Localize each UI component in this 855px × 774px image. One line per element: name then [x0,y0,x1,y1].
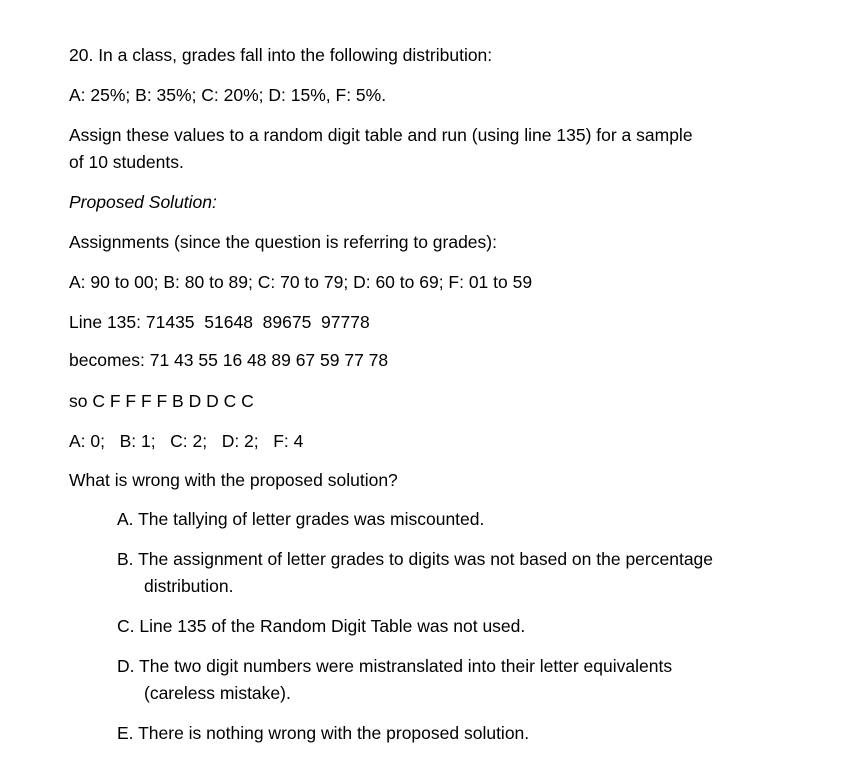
option-c-text: C. Line 135 of the Random Digit Table was not used. [117,616,526,636]
question-prompt: What is wrong with the proposed solution? [69,470,398,490]
option-a-text: A. The tallying of letter grades was miscounted. [117,509,485,529]
option-e[interactable] [117,720,817,747]
solution-heading: Proposed Solution: [69,192,217,212]
option-a[interactable] [117,506,817,533]
option-b-text: B. The assignment of letter grades to digits was not based on the percentage [117,549,714,569]
instruction-line-1: Assign these values to a random digit table and run (using line 135) for a sample [69,125,693,145]
line-135: Line 135: 71435 51648 89675 97778 [69,312,370,332]
instruction-line-2: of 10 students. [69,152,184,172]
becomes-line: becomes: 71 43 55 16 48 89 67 59 77 78 [69,350,389,370]
assignments: A: 90 to 00; B: 80 to 89; C: 70 to 79; D: 60 to 69; F: 01 to 59 [69,272,533,292]
question-title: 20. In a class, grades fall into the following distribution: [69,45,493,65]
option-e-text: E. There is nothing wrong with the proposed solution. [117,723,530,743]
tally-line: A: 0; B: 1; C: 2; D: 2; F: 4 [69,431,304,451]
option-d-continuation: (careless mistake). [144,683,291,703]
option-c[interactable] [117,613,817,640]
assignments-intro: Assignments (since the question is referring to grades): [69,232,497,252]
option-b[interactable] [117,546,817,600]
option-d[interactable] [117,653,817,707]
option-b-continuation: distribution. [144,576,234,596]
letter-sequence: so C F F F F B D D C C [69,391,254,411]
grade-distribution: A: 25%; B: 35%; C: 20%; D: 15%, F: 5%. [69,85,387,105]
option-d-text: D. The two digit numbers were mistranslated into their letter equivalents [117,656,673,676]
